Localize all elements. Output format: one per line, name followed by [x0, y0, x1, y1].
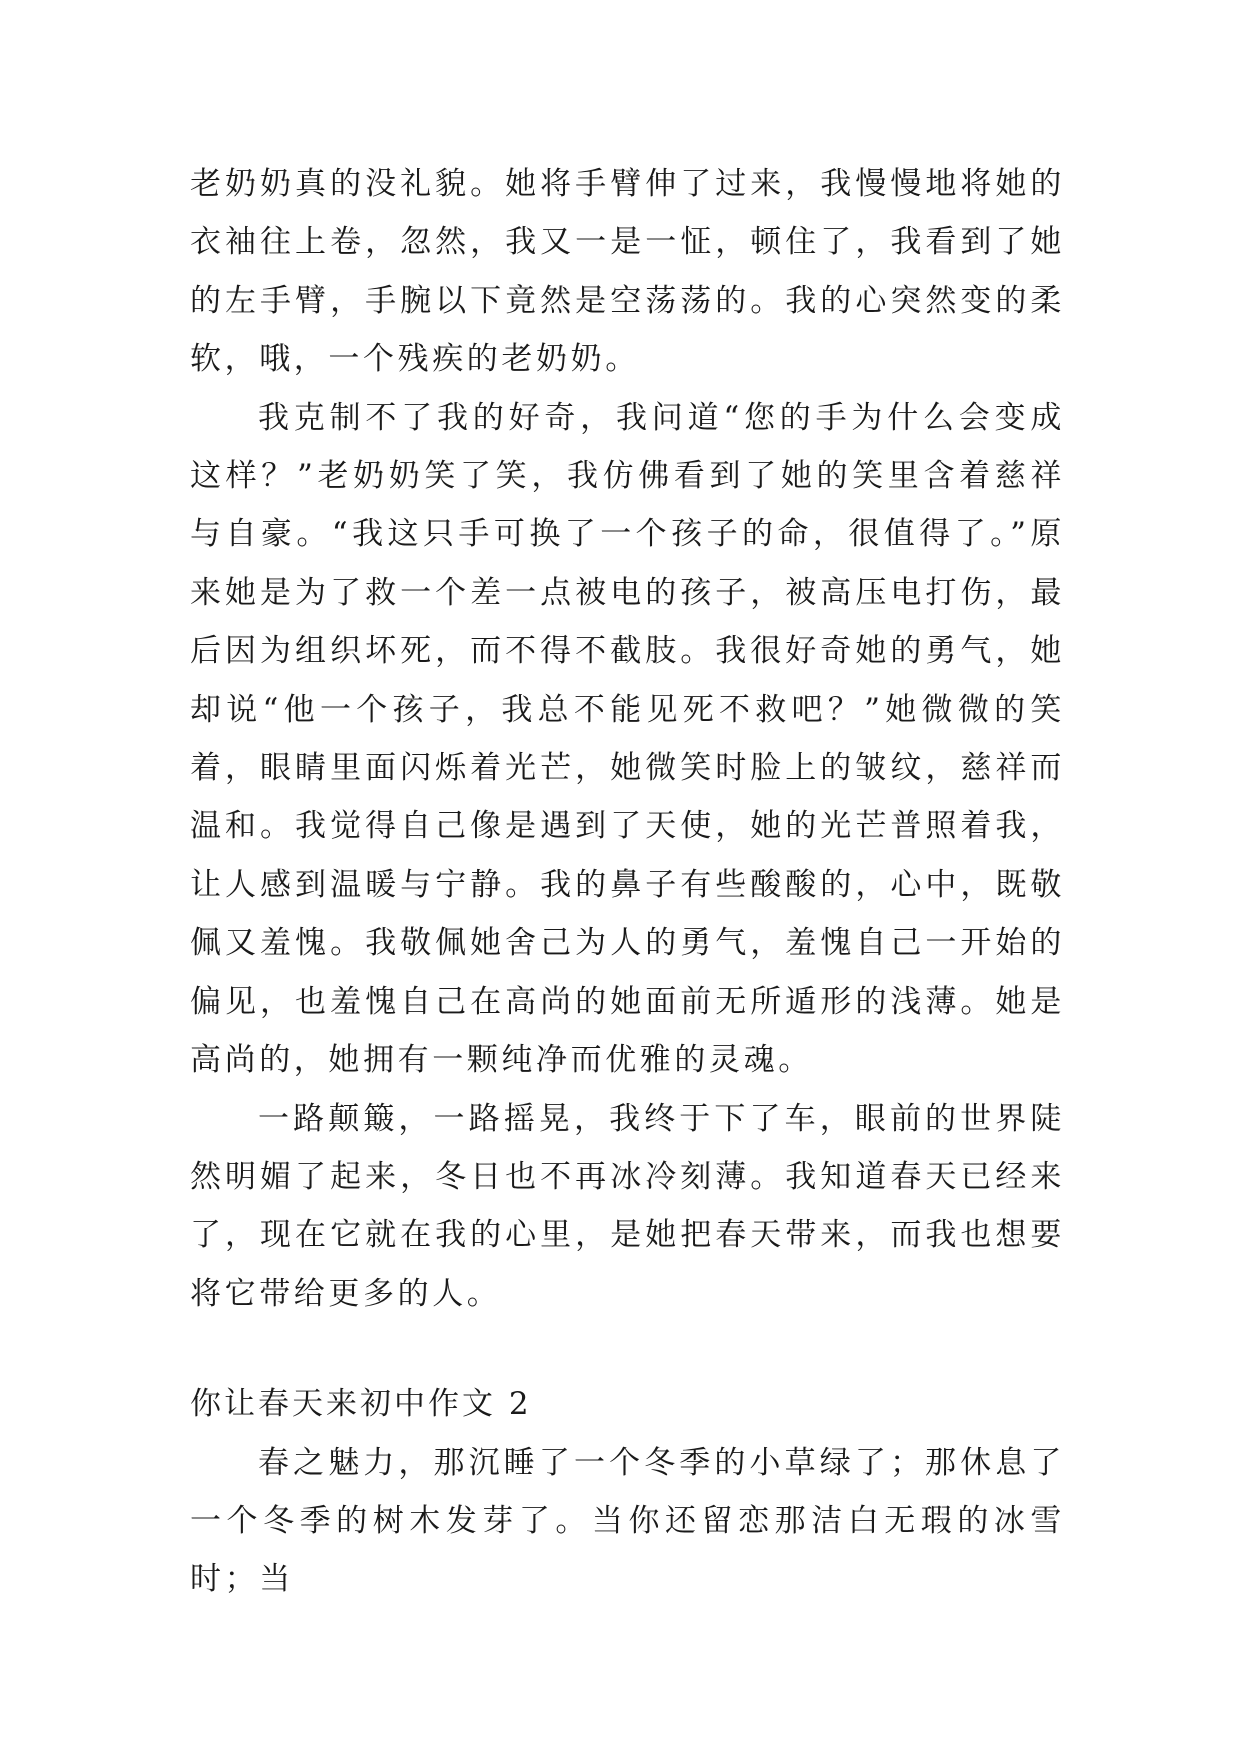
- paragraph: 春之魅力，那沉睡了一个冬季的小草绿了；那休息了一个冬季的树木发芽了。当你还留恋那洁白无瑕的冰雪时；当: [190, 1444, 1065, 1598]
- paragraph: 一路颠簸，一路摇晃，我终于下了车，眼前的世界陡然明媚了起来，冬日也不再冰冷刻薄。我知道春天已经来了，现在它就在我的心里，是她把春天带来，而我也想要将它带给更多的人。: [190, 1100, 1065, 1312]
- document-body: [190, 155, 1065, 1609]
- section-title: 你让春天来初中作文 2: [190, 1386, 532, 1423]
- paragraph: 老奶奶真的没礼貌。她将手臂伸了过来，我慢慢地将她的衣袖往上卷，忽然，我又一是一怔，顿住了，我看到了她的左手臂，手腕以下竟然是空荡荡的。我的心突然变的柔软，哦，一个残疾的老奶奶。: [190, 166, 1065, 378]
- paragraph: 我克制不了我的好奇，我问道“您的手为什么会变成这样？”老奶奶笑了笑，我仿佛看到了她的笑里含着慈祥与自豪。“我这只手可换了一个孩子的命，很值得了。”原来她是为了救一个差一点被电的孩子，被高压电打伤，最后因为组织坏死，而不得不截肢。我很好奇她的勇气，她却说“他一个孩子，我总不能见死不救吧？”她微微的笑着，眼睛里面闪烁着光芒，她微笑时脸上的皱纹，慈祥而温和。我觉得自己像是遇到了天使，她的光芒普照着我，让人感到温暖与宁静。我的鼻子有些酸酸的，心中，既敬佩又羞愧。我敬佩她舍己为人的勇气，羞愧自己一开始的偏见，也羞愧自己在高尚的她面前无所遁形的浅薄。她是高尚的，她拥有一颗纯净而优雅的灵魂。: [190, 399, 1065, 1079]
